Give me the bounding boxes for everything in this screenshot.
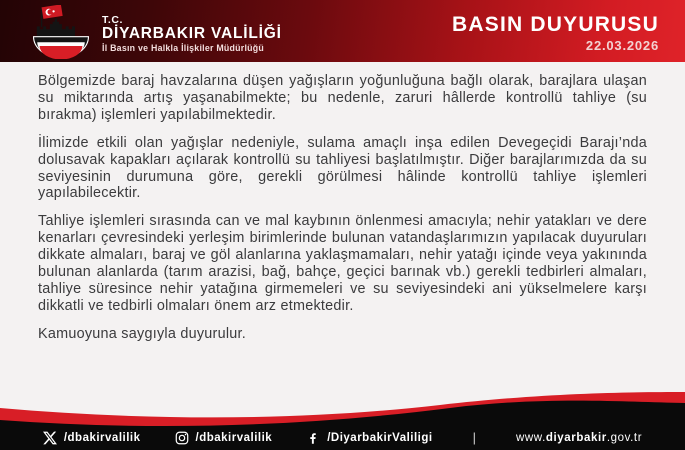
facebook-handle: /DiyarbakirValiligi <box>327 431 433 444</box>
twitter-link[interactable] <box>43 431 141 445</box>
document-heading-block <box>452 13 659 53</box>
website-link[interactable] <box>516 432 642 444</box>
social-links-row <box>0 430 685 445</box>
paragraph-3: Tahliye işlemleri sırasında can ve mal kaybının önlenmesi amacıyla; nehir yatakları ve dere kenarları çevresindeki yerleşim birimlerinde bulunan vatandaşlarımızın yapılacak duyuruları dikkate almaları, baraj ve göl alanlarına yaklaşmamaları, nehir yatağı içinde veya yakınında bulunan alanlarda (tarım arazisi, bağ, bahçe, geçici barınak vb.) gerekli tedbirleri almaları, tahliye süresince nehir yatağına girmemeleri ve su seviyesindeki ani yükselmelere karşı dikkatli ve tedbirli olmaları önem arz etmektedir. <box>38 213 647 314</box>
press-release-title: BASIN DUYURUSU <box>452 13 659 36</box>
twitter-handle: /dbakirvalilik <box>63 431 141 444</box>
website-domain: diyarbakir <box>545 431 607 444</box>
agency-name: DİYARBAKIR VALİLİĞİ <box>102 24 282 42</box>
diyarbakir-governorship-logo-icon <box>28 5 94 59</box>
website-prefix: www. <box>515 431 546 444</box>
website-suffix: .gov.tr <box>606 431 643 444</box>
footer-bar <box>0 390 685 450</box>
x-twitter-icon <box>43 431 57 445</box>
closing-line: Kamuoyuna saygıyla duyurulur. <box>38 325 247 342</box>
instagram-link[interactable] <box>175 431 273 445</box>
header-banner <box>0 0 685 62</box>
footer-separator: | <box>472 430 476 445</box>
press-release-date: 22.03.2026 <box>585 38 659 53</box>
instagram-handle: /dbakirvalilik <box>195 431 273 444</box>
facebook-link[interactable] <box>306 431 432 445</box>
facebook-icon <box>306 431 320 445</box>
paragraph-1: Bölgemizde baraj havzalarına düşen yağışların yoğunluğuna bağlı olarak, barajlara ulaşan su miktarında artış yaşanabilmekte; bu nedenle, zaruri hâllerde kontrollü tahliye (su bırakma) işlemleri yapılabilmektedir. <box>38 73 647 123</box>
paragraph-2: İlimizde etkili olan yağışlar nedeniyle, sulama amaçlı inşa edilen Devegeçidi Barajı’nda dolusavak kapakları açılarak kontrollü su tahliyesi başlatılmıştır. Diğer barajlarımızda da su seviyesinin durumuna göre, gerekli görülmesi hâlinde kontrollü tahliye işlemleri yapılabilecektir. <box>38 134 647 202</box>
instagram-icon <box>175 431 189 445</box>
agency-subtitle: İl Basın ve Halkla İlişkiler Müdürlüğü <box>102 43 265 54</box>
agency-title-block <box>102 15 282 54</box>
agency-tc-label: T.C. <box>102 13 124 26</box>
